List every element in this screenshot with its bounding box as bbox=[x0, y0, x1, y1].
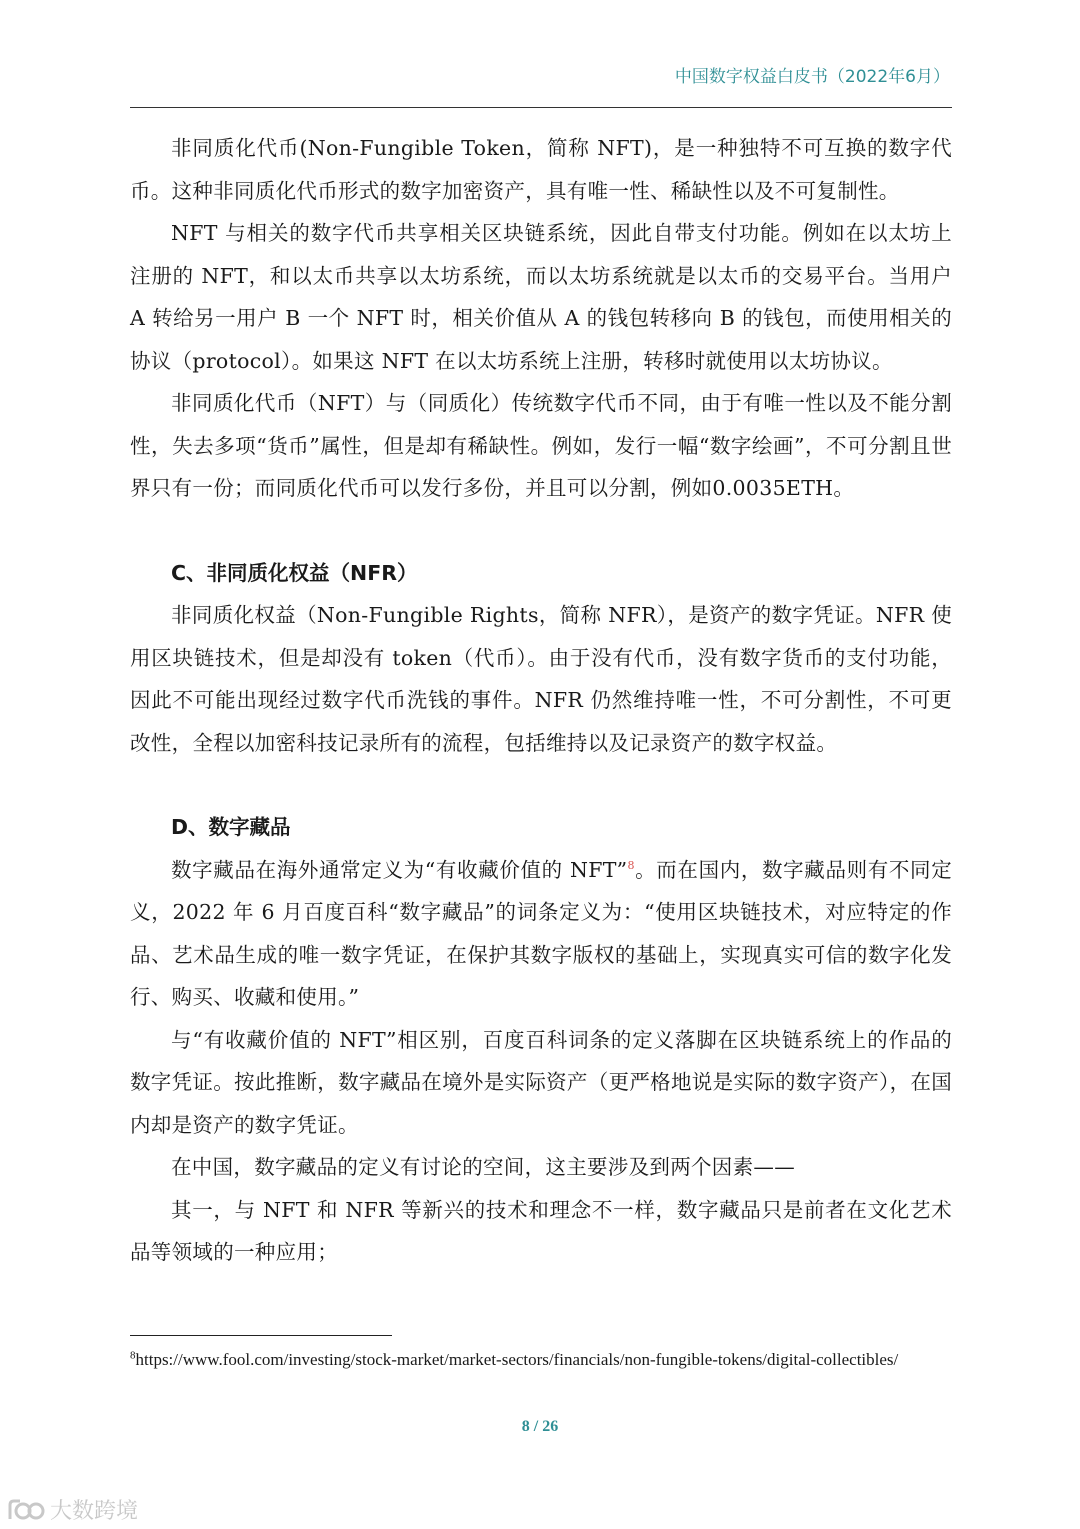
footnote-ref-8[interactable]: 8 bbox=[627, 858, 635, 872]
page-number: 8 / 26 bbox=[521, 1418, 559, 1435]
collectibles-paragraph-4: 其一，与 NFT 和 NFR 等新兴的技术和理念不一样，数字藏品只是前者在文化艺术品等领域的一种应用； bbox=[130, 1197, 952, 1264]
footnote-divider bbox=[130, 1335, 392, 1336]
watermark-logo-icon bbox=[6, 1497, 46, 1523]
collectibles-p1-after: 。而在国内，数字藏品则有不同定义，2022 年 6 月百度百科“数字藏品”的词条定义为：“使用区块链技术，对应特定的作品、艺术品生成的唯一数字凭证，在保护其数字版权的基础上，实现真实可信的数字化发行、购买、收藏和使用。” bbox=[130, 857, 952, 1009]
watermark bbox=[6, 1494, 138, 1525]
collectibles-paragraph-1 bbox=[130, 849, 952, 1019]
nft-paragraph-1: 非同质化代币(Non-Fungible Token，简称 NFT)，是一种独特不可互换的数字代币。这种非同质化代币形式的数字加密资产，具有唯一性、稀缺性以及不可复制性。 bbox=[130, 136, 952, 203]
footnote-link[interactable]: https://www.fool.com/investing/stock-market/market-sectors/financials/non-fungible-tokens/digital-collectibles/ bbox=[135, 1350, 899, 1369]
collectibles-paragraph-2: 与“有收藏价值的 NFT”相区别，百度百科词条的定义落脚在区块链系统上的作品的数字凭证。按此推断，数字藏品在境外是实际资产（更严格地说是实际的数字资产），在国内却是资产的数字凭证。 bbox=[130, 1027, 952, 1137]
nft-paragraph-3: 非同质化代币（NFT）与（同质化）传统数字代币不同，由于有唯一性以及不能分割性，失去多项“货币”属性，但是却有稀缺性。例如，发行一幅“数字绘画”，不可分割且世界只有一份；而同质化代币可以发行多份，并且可以分割，例如0.0035ETH。 bbox=[130, 391, 952, 500]
nfr-heading: C、非同质化权益（NFR） bbox=[171, 560, 418, 585]
header-divider bbox=[130, 107, 952, 108]
nfr-paragraph-1: 非同质化权益（Non-Fungible Rights，简称 NFR），是资产的数字凭证。NFR 使用区块链技术，但是却没有 token（代币）。由于没有代币，没有数字货币的支付功能，因此不可能出现经过数字代币洗钱的事件。NFR 仍然维持唯一性，不可分割性，不可更改性，全程以加密科技记录所有的流程，包括维持以及记录资产的数字权益。 bbox=[130, 603, 952, 755]
footnote-number: 8 bbox=[130, 1349, 136, 1362]
collectibles-p1-before: 数字藏品在海外通常定义为“有收藏价值的 NFT” bbox=[171, 857, 628, 882]
section-gap bbox=[130, 510, 952, 552]
page-body bbox=[130, 127, 952, 1274]
page-header-title: 中国数字权益白皮书（2022年6月） bbox=[674, 67, 950, 87]
collectibles-heading: D、数字藏品 bbox=[171, 815, 291, 839]
collectibles-paragraph-3: 在中国，数字藏品的定义有讨论的空间，这主要涉及到两个因素—— bbox=[171, 1155, 795, 1179]
watermark-text: 大数跨境 bbox=[50, 1499, 139, 1524]
nft-paragraph-2: NFT 与相关的数字代币共享相关区块链系统，因此自带支付功能。例如在以太坊上注册的 NFT，和以太币共享以太坊系统，而以太坊系统就是以太币的交易平台。当用户 A 转给另一用户 B 一个 NFT 时，相关价值从 A 的钱包转移向 B 的钱包，而使用相关的协议（protocol）。如果这 NFT 在以太坊系统上注册，转移时就使用以太坊协议。 bbox=[130, 221, 952, 373]
footnote bbox=[130, 1348, 940, 1372]
section-gap bbox=[130, 764, 952, 806]
